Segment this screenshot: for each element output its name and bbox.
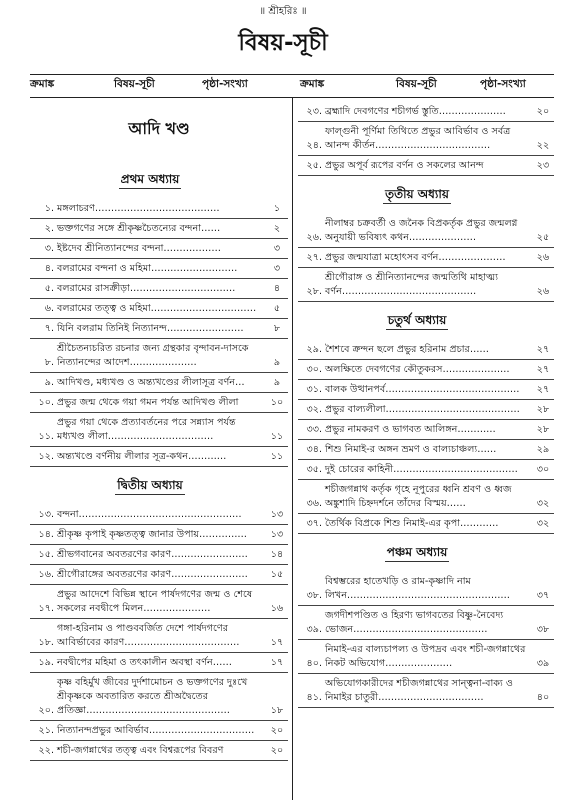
toc-page: ১৬ [270, 603, 284, 614]
toc-page: ১১ [270, 431, 284, 442]
toc-subject: অলক্ষিতে দেবগণের কৌতুকরস………………… [325, 364, 510, 375]
toc-page: ১৭ [270, 657, 284, 668]
toc-row [30, 447, 288, 467]
chapter-title [30, 171, 288, 191]
toc-row [298, 572, 554, 606]
toc-subject: প্রভুর বাল্যলীলা…………………………………… [325, 404, 520, 415]
toc-serial: ৯. [44, 377, 54, 388]
toc-subject: মঙ্গলাচরণ………………………………… [57, 203, 220, 214]
toc-page: ৮ [273, 323, 281, 334]
toc-row [30, 505, 288, 525]
header-subject-right: বিষয়-সূচী [396, 78, 437, 90]
toc-subject: নিমাই-এর বাল্যচাপল্য ও উপদ্রব এবং শচী-জগন্নাথের নিকট অভিযোগ………………… [325, 644, 526, 669]
toc-page: ১০ [270, 397, 284, 408]
toc-serial: ২৭. [306, 252, 322, 263]
toc-serial: ১২. [38, 451, 54, 462]
toc-serial: ৩. [44, 243, 54, 254]
top-invocation: ॥ শ্রীহরিঃ ॥ [259, 6, 307, 17]
toc-subject: প্রভুর নামকরণ ও ভাগবত আলিঙ্গন………… [325, 424, 496, 435]
toc-page: ৩৮ [536, 624, 550, 635]
toc-row [30, 199, 288, 219]
chapter-title-text: চতুর্থ অধ্যায় [386, 313, 449, 330]
toc-subject: তৈর্থিক বিপ্রকে শিশু নিমাই-এর কৃপা………… [325, 518, 499, 529]
toc-serial: ৪০. [306, 658, 322, 669]
toc-subject: শ্রীচৈতন্যচরিত রচনার জন্য গ্রন্থকার বৃন্দাবন-দাসকে নিত্যানন্দের আদেশ………………… [57, 343, 249, 368]
toc-page: ১৪ [270, 549, 284, 560]
toc-serial: ১৭. [38, 603, 54, 614]
toc-serial: ৩১. [306, 384, 322, 395]
toc-row [298, 102, 554, 122]
khanda-title: আদি খণ্ড [128, 119, 190, 138]
toc-subject: প্রভুর অপূর্ব রূপের বর্ণন ও সকলের আনন্দ [325, 160, 484, 171]
toc-subject: বিশ্বম্ভরের হাতেখড়ি ও রাম-কৃষ্ণাদি নাম লিখন…………………………………………… [325, 576, 511, 601]
chapter-title [298, 312, 554, 332]
toc-row [30, 525, 288, 545]
toc-row [298, 248, 554, 268]
toc-subject: ব্রহ্মাদি দেবগণের শচীগর্ভ স্তুতি………………… [325, 106, 506, 117]
toc-subject: ভক্তগণের সঙ্গে শ্রীকৃষ্ণচৈতন্যের বন্দনা…… [57, 223, 221, 234]
toc-row [30, 653, 288, 673]
toc-serial: ৩৮. [306, 590, 322, 601]
toc-subject: বলরামের রাসক্রীড়া…………………………… [57, 283, 236, 294]
toc-row [298, 214, 554, 248]
toc-serial: ২২. [38, 745, 54, 756]
toc-row [30, 259, 288, 279]
toc-serial: ২. [44, 223, 54, 234]
toc-serial: ২৫. [306, 160, 322, 171]
toc-page: ৫ [273, 303, 281, 314]
toc-page: ৩ [273, 263, 281, 274]
toc-row [298, 122, 554, 156]
toc-serial: ১. [44, 203, 54, 214]
toc-page: ২০ [536, 106, 550, 117]
toc-page: ৩ [273, 243, 281, 254]
toc-row [30, 413, 288, 447]
chapter-title-text: পঞ্চম অধ্যায় [385, 545, 450, 562]
toc-serial: ২১. [38, 725, 54, 736]
toc-subject: প্রভুর আদেশে বিভিন্ন স্থানে পার্ষদগণের জন্ম ও শেষে সকলের নবদ্বীপে মিলন………………… [57, 589, 253, 614]
toc-subject: প্রভুর জন্মযাত্রা মহোৎসব বর্ণন………………… [325, 252, 506, 263]
toc-row [30, 339, 288, 373]
toc-row [298, 440, 554, 460]
toc-subject: শ্রীগৌরাঙ্গের অবতরণের কারণ…………………… [57, 569, 248, 580]
chapter-title [298, 544, 554, 564]
toc-subject: শচী-জগন্নাথের তত্ত্ব এবং বিশ্বরূপের বিবরণ [57, 745, 224, 756]
toc-subject: নীলাম্বর চক্রবর্তী ও জনৈক বিপ্রকর্তৃক প্রভুর জন্মলগ্ন অনুযায়ী ভবিষ্যৎ কথন………………… [325, 218, 518, 243]
toc-subject: প্রভুর গয়া থেকে প্রত্যাবর্তনের পরে সন্ন্যাস পর্যন্ত মধ্যখণ্ড লীলা…………………………… [57, 417, 236, 442]
toc-subject: অভিযোগকারীদের শচীজগন্নাথের সান্ত্বনা-বাক্য ও নিমাইর চাতুরী…………………………… [325, 678, 513, 703]
toc-subject: বলরামের তত্ত্ব ও মহিমা…………………………… [57, 303, 257, 314]
toc-row [30, 619, 288, 653]
toc-subject: আদিখণ্ড, মধ্যখণ্ড ও অন্ত্যখণ্ডের লীলাসূত্র বর্ণন… [57, 377, 245, 388]
chapter-title-text: তৃতীয় অধ্যায় [383, 187, 451, 204]
chapter-title-text: প্রথম অধ্যায় [119, 172, 182, 189]
toc-row [30, 393, 288, 413]
toc-serial: ৩০. [306, 364, 322, 375]
toc-row [30, 319, 288, 339]
toc-serial: ১৯. [38, 657, 54, 668]
left-column [30, 102, 288, 761]
toc-page: ২০ [270, 745, 284, 756]
toc-serial: ২৬. [306, 232, 322, 243]
toc-subject: ফাল্গুনী পূর্ণিমা তিথিতে প্রভুর আবির্ভাব ও সর্বত্র আনন্দ কীর্তন……………………………… [325, 126, 511, 151]
toc-page: ২৭ [536, 344, 550, 355]
toc-serial: ১৩. [38, 509, 54, 520]
toc-serial: ১৮. [38, 637, 54, 648]
toc-page: ২৫ [536, 232, 550, 243]
toc-page: ৩৭ [536, 590, 550, 601]
toc-serial: ৩৬. [306, 498, 322, 509]
toc-row [298, 156, 554, 176]
toc-page: ২৬ [536, 286, 550, 297]
toc-subject: নিত্যানন্দপ্রভুর আবির্ভাব…………………………… [57, 725, 255, 736]
right-column [298, 102, 554, 708]
page-title: বিষয়-সূচী [238, 30, 328, 56]
toc-serial: ৭. [44, 323, 54, 334]
toc-serial: ৩৩. [306, 424, 322, 435]
chapter-title-text: দ্বিতীয় অধ্যায় [115, 478, 184, 495]
toc-page: ৩২ [536, 498, 550, 509]
toc-page: ১৭ [270, 637, 284, 648]
toc-row [298, 606, 554, 640]
toc-page: ৯ [273, 377, 281, 388]
toc-page: ২৮ [536, 404, 550, 415]
toc-row [298, 360, 554, 380]
toc-serial: ৪. [44, 263, 54, 274]
toc-page: ৯ [273, 357, 281, 368]
toc-serial: ১৫. [38, 549, 54, 560]
toc-serial: ১০. [38, 397, 54, 408]
toc-page: ২২ [536, 140, 550, 151]
toc-page: ৩৯ [536, 658, 550, 669]
toc-serial: ৩৫. [306, 464, 322, 475]
toc-page: ৩০ [536, 464, 550, 475]
toc-page: ১ [273, 203, 281, 214]
toc-subject: প্রভুর জন্ম থেকে গয়া গমন পর্যন্ত আদিখণ্ড লীলা [57, 397, 239, 408]
toc-page: ১৩ [270, 509, 284, 520]
toc-serial: ৪১. [306, 692, 322, 703]
toc-page: ২৬ [536, 252, 550, 263]
toc-page: ১১ [270, 451, 284, 462]
toc-subject: শৈশবে ক্রন্দন ছলে প্রভুর হরিনাম প্রচার…… [325, 344, 490, 355]
chapter-title [298, 186, 554, 206]
header-page-right: পৃষ্ঠা-সংখ্যা [480, 78, 526, 90]
toc-page: ২৮ [536, 424, 550, 435]
toc-page: ১৫ [270, 569, 284, 580]
toc-serial: ২৩. [306, 106, 322, 117]
header-page-left: পৃষ্ঠা-সংখ্যা [202, 78, 248, 90]
toc-row [30, 565, 288, 585]
toc-serial: ১৪. [38, 529, 54, 540]
toc-subject: দুই চোরের কাহিনী………………………………… [325, 464, 518, 475]
toc-serial: ৩২. [306, 404, 322, 415]
toc-row [30, 299, 288, 319]
column-divider [292, 98, 293, 800]
toc-subject: শ্রীগৌরাঙ্গ ও শ্রীনিত্যানন্দের জন্মতিথি মাহাত্ম্য বর্ণন…………………………………… [325, 272, 499, 297]
header-serial-right: ক্রমাঙ্ক [300, 78, 325, 90]
toc-row [298, 420, 554, 440]
toc-row [298, 460, 554, 480]
toc-serial: ৩৯. [306, 624, 322, 635]
toc-page: ১৮ [270, 705, 284, 716]
toc-serial: ২০. [38, 705, 54, 716]
toc-page: ২৭ [536, 384, 550, 395]
toc-serial: ৫. [44, 283, 54, 294]
toc-subject: জগদীশপণ্ডিত ও হিরণ্য ভাগবতের বিষ্ণু-নৈবেদ্য ভোজন…………………………………… [325, 610, 504, 635]
toc-row [298, 400, 554, 420]
toc-subject: অন্ত্যখণ্ডে বর্ণনীয় লীলার সূত্র-কথন………… [57, 451, 227, 462]
chapter-title [30, 477, 288, 497]
toc-page: ২৭ [536, 364, 550, 375]
toc-row [30, 585, 288, 619]
toc-subject: গঙ্গা-হরিনাম ও পাণ্ডববর্জিত দেশে পার্ষদগণের আবির্ভাবের কারণ……………………………… [57, 623, 240, 648]
toc-serial: ৮. [44, 357, 54, 368]
toc-page: ২ [273, 223, 281, 234]
toc-row [30, 673, 288, 721]
toc-row [30, 545, 288, 565]
toc-subject: ইষ্টদেব শ্রীনিত্যানন্দের বন্দনা……………… [57, 243, 221, 254]
toc-row [30, 219, 288, 239]
toc-serial: ২৪. [306, 140, 322, 151]
toc-subject: বালক উত্থানপর্ব…………………………………… [325, 384, 520, 395]
toc-page: ৩২ [536, 518, 550, 529]
toc-serial: ২৮. [306, 286, 322, 297]
toc-row [298, 380, 554, 400]
toc-page: ২০ [270, 725, 284, 736]
toc-row [298, 640, 554, 674]
toc-subject: শিশু নিমাই-র অঙ্গন ভ্রমণ ও বাল্যচাঞ্চল্য…… [325, 444, 497, 455]
toc-subject: শ্রীভগবানের অবতরণের কারণ…………………… [57, 549, 248, 560]
toc-page: ২৯ [536, 444, 550, 455]
toc-serial: ৬. [44, 303, 54, 314]
toc-serial: ৩৪. [306, 444, 322, 455]
toc-row [298, 674, 554, 708]
toc-row [30, 741, 288, 761]
toc-row [30, 721, 288, 741]
toc-serial: ১১. [38, 431, 54, 442]
toc-row [30, 279, 288, 299]
toc-subject: বন্দনা…………………………………………… [57, 509, 242, 520]
toc-page: ৪ [273, 283, 281, 294]
toc-subject: শ্রীকৃষ্ণ কৃপাই কৃষ্ণতত্ত্ব জানার উপায়…………… [57, 529, 248, 540]
toc-row [298, 340, 554, 360]
toc-subject: যিনি বলরাম তিনিই নিত্যানন্দ…………………… [57, 323, 244, 334]
header-subject-left: বিষয়-সূচী [114, 78, 155, 90]
toc-page: ১৩ [270, 529, 284, 540]
toc-row [30, 373, 288, 393]
header-serial-left: ক্রমাঙ্ক [30, 78, 55, 90]
toc-row [30, 239, 288, 259]
toc-row [298, 480, 554, 514]
toc-page: ২৩ [536, 160, 550, 171]
toc-serial: ১৬. [38, 569, 54, 580]
toc-row [298, 514, 554, 534]
toc-subject: কৃষ্ণ বহির্মুখ জীবের দুর্দশামোচন ও ভক্তগণের দুঃখে শ্রীকৃষ্ণকে অবতারিত করতে শ্রীঅদ্বৈতের প্রতিজ্ঞা……………………………………… [57, 677, 248, 716]
toc-serial: ২৯. [306, 344, 322, 355]
toc-subject: নবদ্বীপের মহিমা ও তৎকালীন অবস্থা বর্ণন…… [57, 657, 232, 668]
toc-page: ৪০ [536, 692, 550, 703]
toc-row [298, 268, 554, 302]
header-rule-top [30, 74, 554, 75]
toc-serial: ৩৭. [306, 518, 322, 529]
toc-subject: বলরামের বন্দনা ও মহিমা……………………… [57, 263, 238, 274]
toc-subject: শচীজগন্নাথ কর্তৃক গৃহে নূপুরের ধ্বনি শ্রবণ ও ধ্বজ অঙ্কুশাদি চিহ্নদর্শনে তাঁদের বিস্ময়…… [325, 484, 512, 509]
